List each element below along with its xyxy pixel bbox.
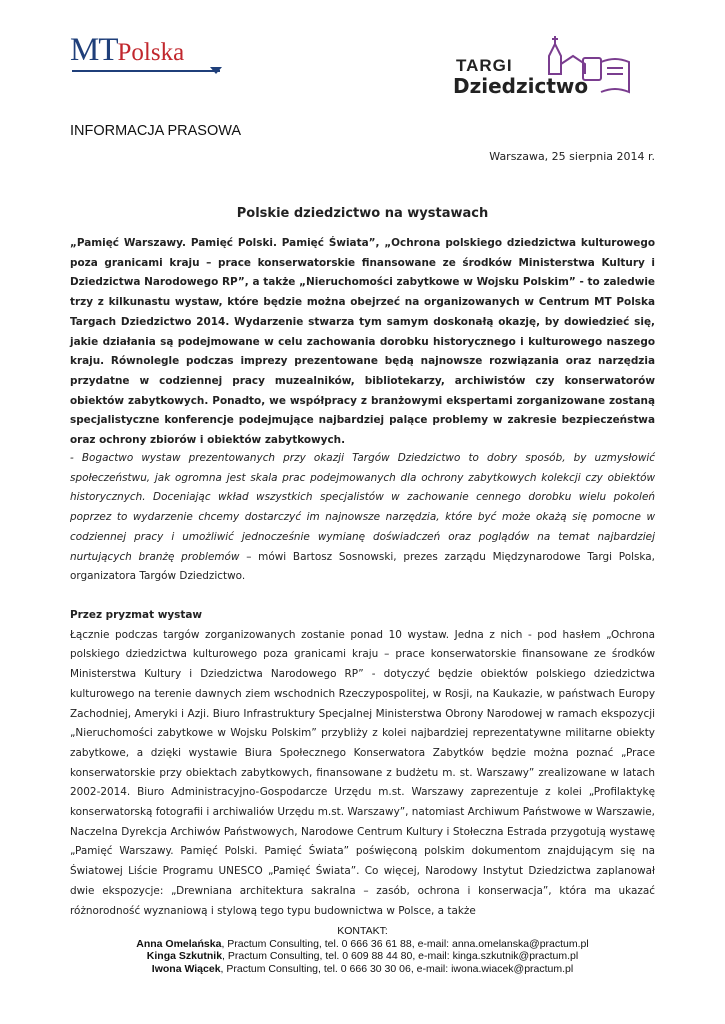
targi-dziedzictwo-logo [453, 34, 643, 104]
contact-details: , Practum Consulting, tel. 0 666 36 61 88, e-mail: anna.omelanska@practum.pl [221, 937, 589, 950]
page-title: Polskie dziedzictwo na wystawach [236, 206, 489, 221]
quote-text: - Bogactwo wystaw prezentowanych przy okazji Targów Dziedzictwo to dobry sposób, by uzmysłowić społeczeństwu, jak ogromna jest skala prac podejmowanych dla ochrony zabytkowych kolekcji czy obiektów historycznych. Doceniając wkład wszystkich specjalistów w zachowanie cennego dorobku wielu pokoleń poprzez to wydarzenie chcemy dostarczyć im najnowsze narzędzia, które być może okażą się pomocne w codziennej pracy i umożliwić jednocześnie wymianę doświadczeń oraz poglądów na temat najbardziej nurtujących branżę problemów [70, 452, 655, 563]
press-release-label: INFORMACJA PRASOWA [70, 123, 242, 139]
contact-line [0, 938, 725, 951]
contact-name: Anna Omelańska [136, 937, 222, 950]
logo-mt-text: MT [70, 32, 118, 68]
contact-name: Iwona Wiącek [151, 962, 221, 975]
contact-line [0, 950, 725, 963]
logo-underline [72, 70, 220, 72]
logo-targi-text: TARGI [456, 56, 513, 75]
contact-heading: KONTAKT: [337, 925, 388, 937]
logo-dziedzictwo-text: Dziedzictwo [453, 74, 589, 98]
contact-details: , Practum Consulting, tel. 0 666 30 30 06, e-mail: iwona.wiacek@practum.pl [220, 962, 574, 975]
section-body: Łącznie podczas targów zorganizowanych zostanie ponad 10 wystaw. Jedna z nich - pod hasłem „Ochrona polskiego dziedzictwa kulturowego poza granicami kraju – prace konserwatorskie finansowane ze środków Ministerstwa Kultury i Dziedzictwa Narodowego RP” - dotyczyć będzie obiektów polskiego dziedzictwa kulturowego na terenie dawnych ziem wschodnich Rzeczypospolitej, w Rosji, na Kaukazie, w państwach Europy Zachodniej, Ameryki i Azji. Biuro Infrastruktury Specjalnej Ministerstwa Obrony Narodowej w ramach ekspozycji „Nieruchomości zabytkowe w Wojsku Polskim” przybliży z kolei najbardziej reprezentatywne militarne obiekty zabytkowe, a dzięki wystawie Biura Społecznego Konserwatora Zabytków będzie można poznać „Prace konserwatorskie przy obiektach zabytkowych, finansowane z budżetu m. st. Warszawy” zrealizowane w latach 2002-2014. Biuro Administracyjno-Gospodarcze Urzędu m.st. Warszawy zaprezentuje z kolei „Profilaktykę konserwatorską fotografii i archiwaliów Urzędu m.st. Warszawy”, natomiast Archiwum Państwowe w Warszawie, Naczelna Dyrekcja Archiwów Państwowych, Narodowe Centrum Kultury i Stołeczna Estrada przygotują wystawę „Pamięć Warszawy. Pamięć Polski. Pamięć Świata” poświęconą polskim dokumentom znajdującym się na Światowej Liście Programu UNESCO „Pamięć Świata”. Co więcej, Narodowy Instytut Dziedzictwa zaplanował dwie ekspozycje: „Drewniana architektura sakralna – zasób, ochrona i konserwacja”, która ma ukazać różnorodność wyznaniową i stylową tego typu budownictwa w Polsce, a także [70, 628, 655, 917]
mt-polska-logo [70, 32, 225, 72]
logo-underline-mark [210, 67, 222, 74]
logo-polska-text: Polska [117, 39, 185, 66]
quote-attribution: – mówi Bartosz Sosnowski, prezes zarządu Międzynarodowe Targi Polska, organizatora Targów Dziedzictwo. [70, 550, 655, 583]
exhibitions-section [70, 606, 655, 921]
section-heading: Przez pryzmat wystaw [70, 609, 203, 621]
contact-details: , Practum Consulting, tel. 0 609 88 44 80, e-mail: kinga.szkutnik@practum.pl [222, 950, 579, 963]
contact-name: Kinga Szkutnik [146, 950, 223, 963]
contact-line [0, 963, 725, 976]
dateline: Warszawa, 25 sierpnia 2014 r. [489, 150, 655, 163]
quote-paragraph [70, 449, 655, 587]
contact-footer [0, 925, 725, 975]
lead-paragraph: „Pamięć Warszawy. Pamięć Polski. Pamięć Świata”, „Ochrona polskiego dziedzictwa kulturowego poza granicami kraju – prace konserwatorskie finansowane ze środków Ministerstwa Kultury i Dziedzictwa Narodowego RP”, a także „Nieruchomości zabytkowe w Wojsku Polskim” - to zaledwie trzy z kilkunastu wystaw, które będzie można obejrzeć na organizowanych w Centrum MT Polska Targach Dziedzictwo 2014. Wydarzenie stwarza tym samym doskonałą okazję, by dowiedzieć się, jakie działania są podejmowane w celu zachowania dorobku historycznego i kulturowego naszego kraju. Równolegle podczas imprezy prezentowane będą najnowsze rozwiązania oraz narzędzia przydatne w codziennej pracy muzealników, bibliotekarzy, archiwistów czy konserwatorów obiektów zabytkowych. Ponadto, we współpracy z branżowymi ekspertami zorganizowane zostaną specjalistyczne konferencje podejmujące najbardziej palące problemy w zakresie bezpieczeństwa oraz ochrony zbiorów i obiektów zabytkowych. [70, 237, 655, 447]
